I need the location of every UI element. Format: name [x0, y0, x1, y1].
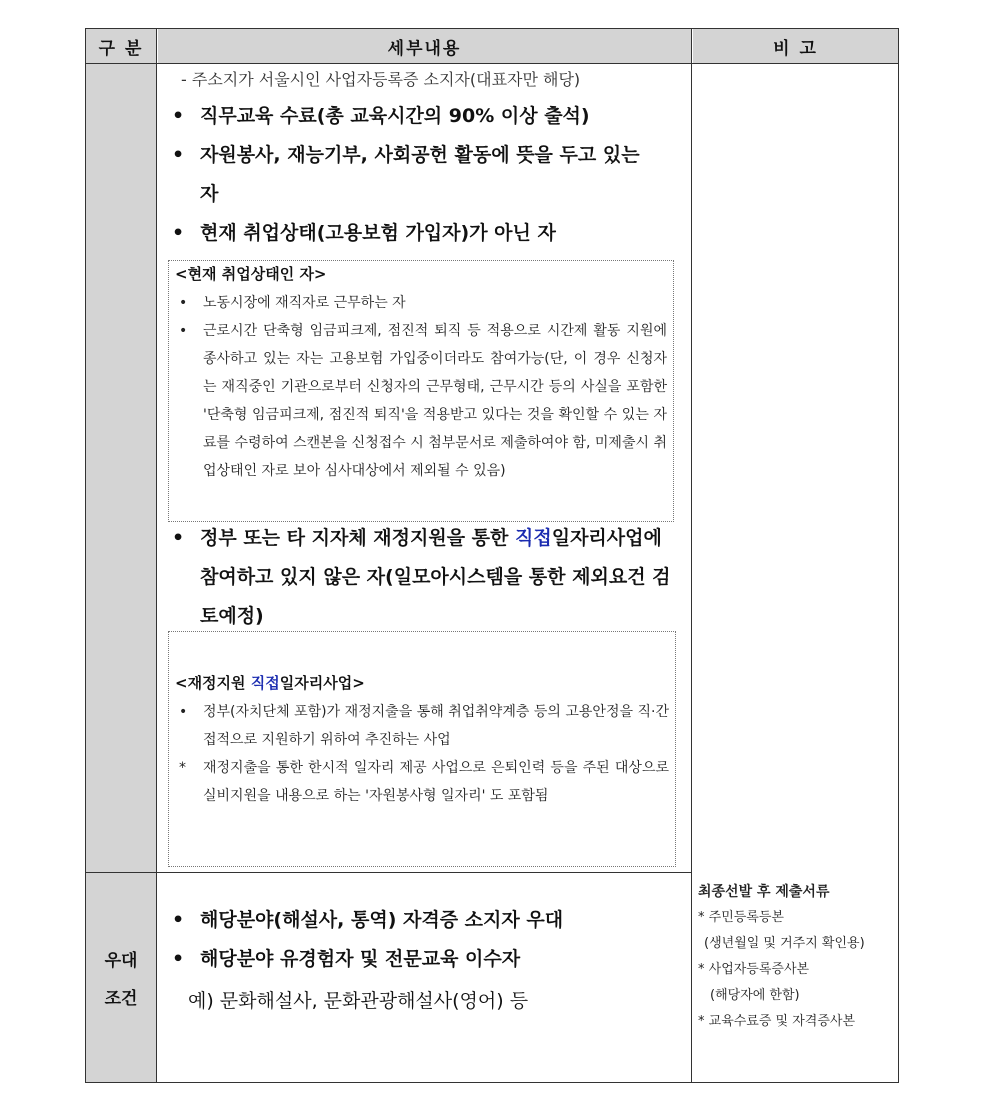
divider — [691, 29, 692, 1082]
list-item: • 자원봉사, 재능기부, 사회공헌 활동에 뜻을 두고 있는 자 — [172, 144, 640, 205]
direct-job-program-box — [168, 631, 676, 867]
divider — [156, 29, 157, 1082]
employed-status-box — [168, 260, 674, 522]
requirements-table — [85, 28, 899, 1083]
document-item: * 사업자등록증사본 — [698, 962, 810, 977]
box-title: <현재 취업상태인 자> — [175, 265, 327, 283]
required-documents — [698, 879, 894, 1035]
document-item: * 교육수료증 및 자격증사본 — [698, 1014, 856, 1029]
list-item: • 노동시장에 재직자로 근무하는 자 — [179, 295, 406, 311]
list-item: • 현재 취업상태(고용보험 가입자)가 아닌 자 — [172, 222, 556, 244]
list-item: • 근로시간 단축형 임금피크제, 점진적 퇴직 등 적용으로 시간제 활동 지원에 종사하고 있는 자는 고용보험 가입중이더라도 참여가능(단, 이 경우 신청자는 재직중인 기관으로부터 신청자의 근무형태, 근무시간 등의 사실을 포함한 '단축형 임금피크제, 점진적 퇴직'을 적용받고 있다는 것을 확인할 수 있는 자료를 수령하여 스캔본을 신청접수 시 첨부문서로 제출하여야 함, 미제출시 취업상태인 자로 보아 심사대상에서 제외될 수 있음) — [179, 323, 667, 479]
divider — [86, 872, 692, 873]
address-condition: - 주소지가 서울시인 사업자등록증 소지자(대표자만 해당) — [181, 70, 581, 89]
list-item: • 정부(자치단체 포함)가 재정지출을 통해 취업취약계층 등의 고용안정을 직·간접적으로 지원하기 위하여 추진하는 사업 — [179, 704, 669, 748]
required-documents-title: 최종선발 후 제출서류 — [698, 884, 830, 900]
list-item: • 정부 또는 타 지자체 재정지원을 통한 직접일자리사업에 참여하고 있지 않은 자(일모아시스템을 통한 제외요건 검토예정) — [172, 527, 671, 627]
list-item: • 해당분야(해설사, 통역) 자격증 소지자 우대 — [172, 909, 564, 931]
document-note: (생년월일 및 거주지 확인용) — [704, 936, 865, 951]
document-note: (해당자에 한함) — [710, 988, 800, 1003]
header-category: 구 분 — [86, 29, 156, 63]
box-title: <재정지원 직접일자리사업> — [175, 674, 365, 692]
document-item: * 주민등록등본 — [698, 910, 784, 925]
preference-label: 우대 — [104, 951, 138, 971]
example-line: 예) 문화해설사, 문화관광해설사(영어) 등 — [188, 990, 529, 1012]
list-item: • 직무교육 수료(총 교육시간의 90% 이상 출석) — [172, 105, 590, 127]
category-column — [86, 64, 156, 1082]
preference-label: 조건 — [104, 989, 138, 1009]
header-remarks: 비 고 — [693, 29, 898, 63]
header-details: 세부내용 — [158, 29, 691, 63]
list-item: • 해당분야 유경험자 및 전문교육 이수자 — [172, 948, 521, 970]
list-item: * 재정지출을 통한 한시적 일자리 제공 사업으로 은퇴인력 등을 주된 대상으로 실비지원을 내용으로 하는 '자원봉사형 일자리' 도 포함됨 — [179, 760, 669, 804]
divider — [86, 63, 898, 64]
